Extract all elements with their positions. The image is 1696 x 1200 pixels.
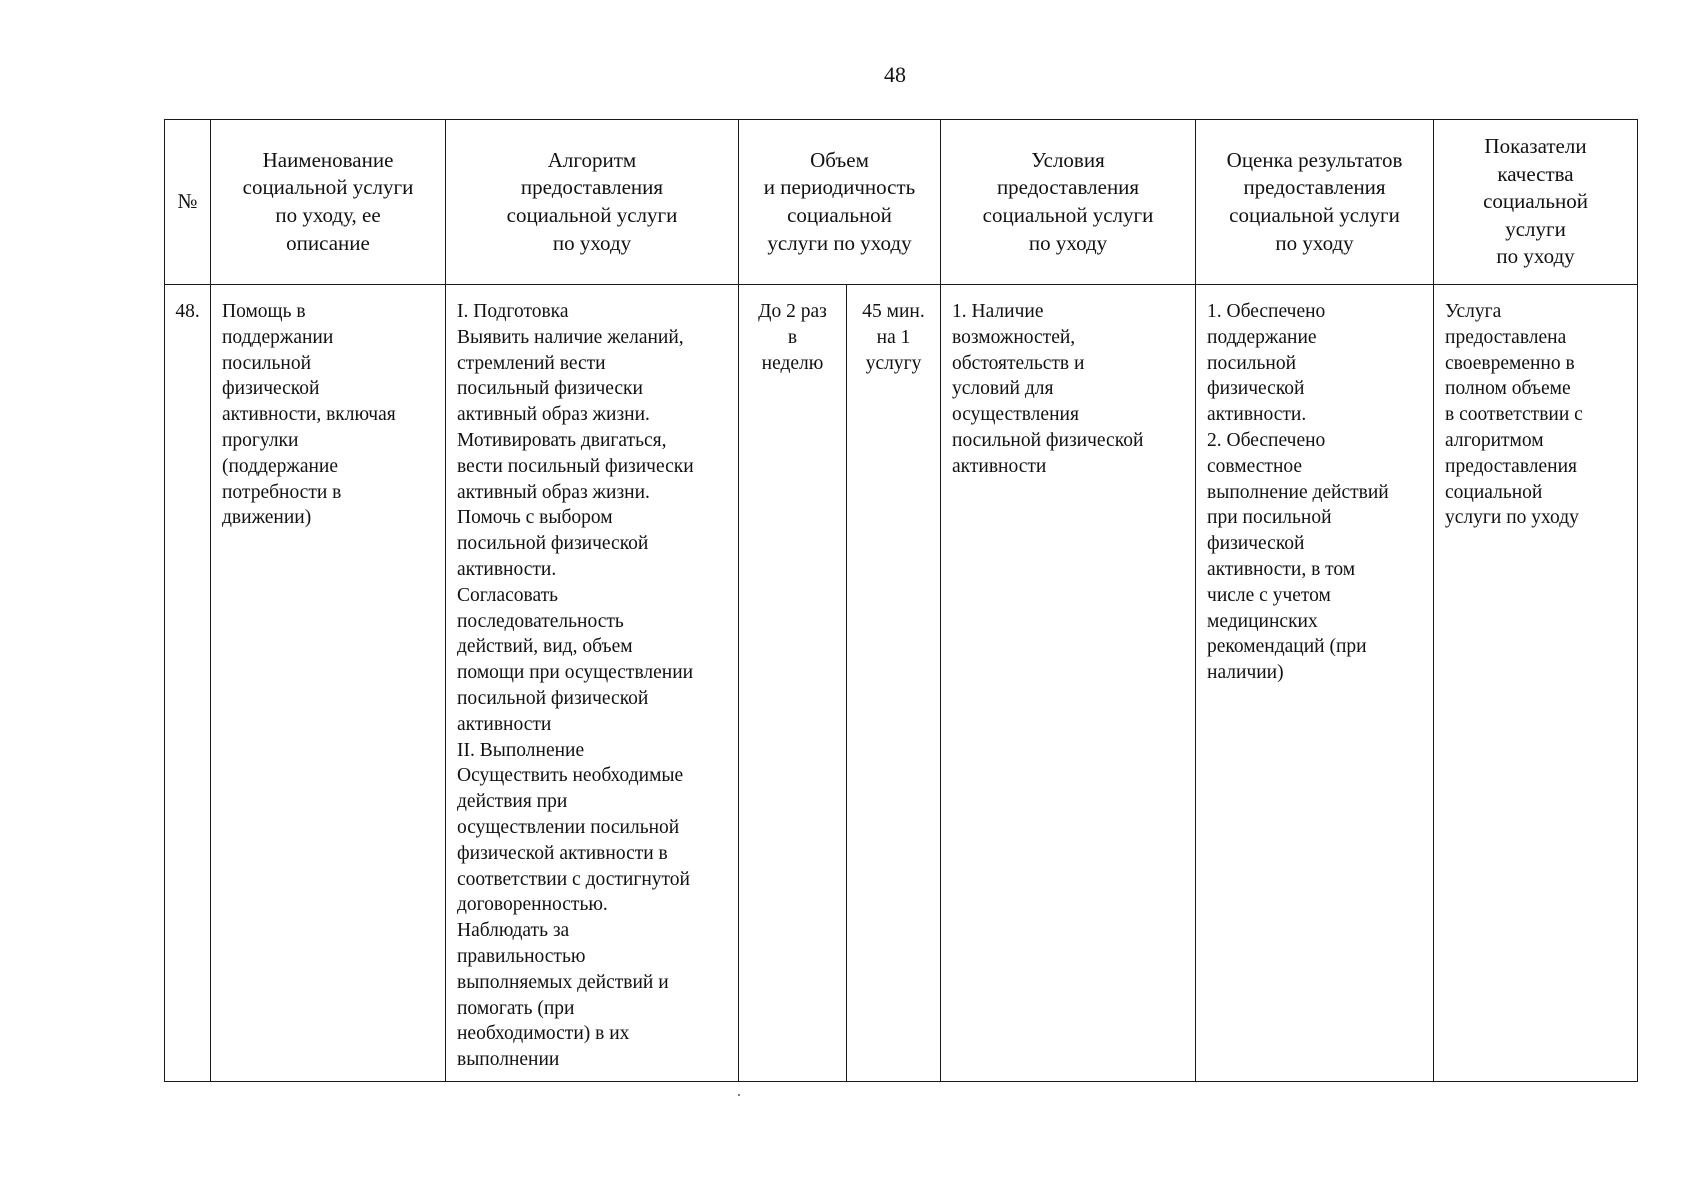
service-name-cell: Помощь в поддержании посильной физической активности, включая прогулки (поддержание потребности в движении) [211, 285, 446, 1082]
duration-cell: 45 мин. на 1 услугу [847, 285, 941, 1082]
header-evaluation-text: Оценка результатов предоставления социальной услуги по уходу [1226, 147, 1403, 255]
evaluation-cell: 1. Обеспечено поддержание посильной физической активности. 2. Обеспечено совместное выполнение действий при посильной физической активности, в том числе с учетом медицинских рекомендаций (при наличии) [1196, 285, 1434, 1082]
table-row [165, 285, 1638, 1082]
header-volume [739, 120, 941, 285]
scan-artifact-dot [738, 1094, 740, 1096]
page-number: 48 [884, 62, 906, 87]
algorithm-cell: I. Подготовка Выявить наличие желаний, стремлений вести посильный физически активный образ жизни. Мотивировать двигаться, вести посильный физически активный образ жизни. Помочь с выбором посильной физической активности. Согласовать последовательность действий, вид, объем помощи при осуществлении посильной физической активности II. Выполнение Осуществить необходимые действия при осуществлении посильной физической активности в соответствии с достигнутой договоренностью. Наблюдать за правильностью выполняемых действий и помогать (при необходимости) в их выполнении [446, 285, 739, 1082]
header-conditions [941, 120, 1196, 285]
header-volume-text: Объем и периодичность социальной услуги по уходу [763, 147, 916, 255]
header-algorithm [446, 120, 739, 285]
header-service-name [211, 120, 446, 285]
quality-cell: Услуга предоставлена своевременно в полном объеме в соответствии с алгоритмом предоставления социальной услуги по уходу [1434, 285, 1638, 1082]
header-algorithm-text: Алгоритм предоставления социальной услуги по уходу [506, 147, 678, 255]
header-number: № [165, 120, 211, 285]
service-table [164, 119, 1638, 1082]
conditions-cell: 1. Наличие возможностей, обстоятельств и условий для осуществления посильной физической активности [941, 285, 1196, 1082]
frequency-cell: До 2 раз в неделю [739, 285, 847, 1082]
header-quality-text: Показатели качества социальной услуги по уходу [1483, 134, 1588, 269]
header-evaluation [1196, 120, 1434, 285]
header-service-name-text: Наименование социальной услуги по уходу, ее описание [242, 147, 414, 255]
row-number: 48. [165, 285, 211, 1082]
table-header-row [165, 120, 1638, 285]
header-quality [1434, 120, 1638, 285]
header-conditions-text: Условия предоставления социальной услуги по уходу [982, 147, 1154, 255]
